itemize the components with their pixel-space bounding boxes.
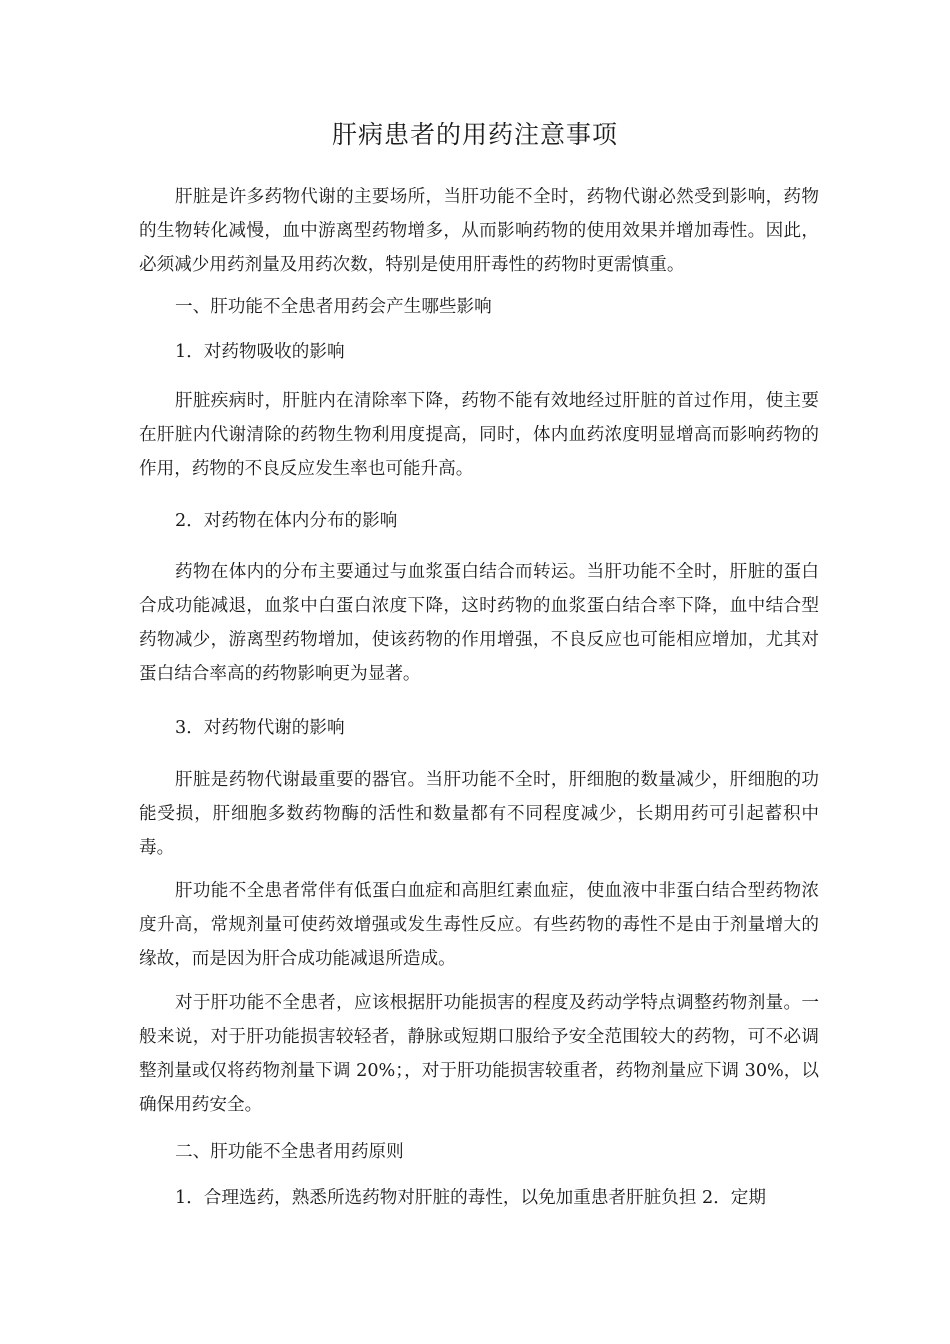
subheading-metabolism: 3．对药物代谢的影响 [175, 718, 345, 738]
metabolism-paragraph-2: 肝功能不全患者常伴有低蛋白血症和高胆红素血症，使血液中非蛋白结合型药物浓度升高，常规剂量可使药效增强或发生毒性反应。有些药物的毒性不是由于剂量增大的缘故，而是因为肝合成功能减退所造成。 [139, 881, 819, 969]
absorption-paragraph: 肝脏疾病时，肝脏内在清除率下降，药物不能有效地经过肝脏的首过作用，使主要在肝脏内代谢清除的药物生物利用度提高，同时，体内血药浓度明显增高而影响药物的作用，药物的不良反应发生率也可能升高。 [139, 391, 819, 479]
distribution-paragraph: 药物在体内的分布主要通过与血浆蛋白结合而转运。当肝功能不全时，肝脏的蛋白合成功能减退，血浆中白蛋白浓度下降，这时药物的血浆蛋白结合率下降，血中结合型药物减少，游离型药物增加，使该药物的作用增强，不良反应也可能相应增加，尤其对蛋白结合率高的药物影响更为显著。 [139, 562, 819, 684]
principles-paragraph: 1．合理选药，熟悉所选药物对肝脏的毒性，以免加重患者肝脏负担 2．定期 [175, 1188, 766, 1208]
document-title: 肝病患者的用药注意事项 [331, 120, 618, 149]
metabolism-paragraph-3: 对于肝功能不全患者，应该根据肝功能损害的程度及药动学特点调整药物剂量。一般来说，对于肝功能损害较轻者，静脉或短期口服给予安全范围较大的药物，可不必调整剂量或仅将药物剂量下调 20%；，对于肝功能损害较重者，药物剂量应下调 30%，以确保用药安全。 [139, 993, 819, 1115]
metabolism-paragraph-1: 肝脏是药物代谢最重要的器官。当肝功能不全时，肝细胞的数量减少，肝细胞的功能受损，肝细胞多数药物酶的活性和数量都有不同程度减少，长期用药可引起蓄积中毒。 [139, 770, 819, 858]
subheading-absorption: 1．对药物吸收的影响 [175, 342, 345, 362]
subheading-distribution: 2．对药物在体内分布的影响 [175, 511, 398, 531]
section-heading-1: 一、肝功能不全患者用药会产生哪些影响 [175, 297, 492, 317]
intro-paragraph: 肝脏是许多药物代谢的主要场所，当肝功能不全时，药物代谢必然受到影响，药物的生物转化减慢，血中游离型药物增多，从而影响药物的使用效果并增加毒性。因此，必须减少用药剂量及用药次数，特别是使用肝毒性的药物时更需慎重。 [139, 187, 819, 275]
section-heading-2: 二、肝功能不全患者用药原则 [175, 1142, 404, 1162]
